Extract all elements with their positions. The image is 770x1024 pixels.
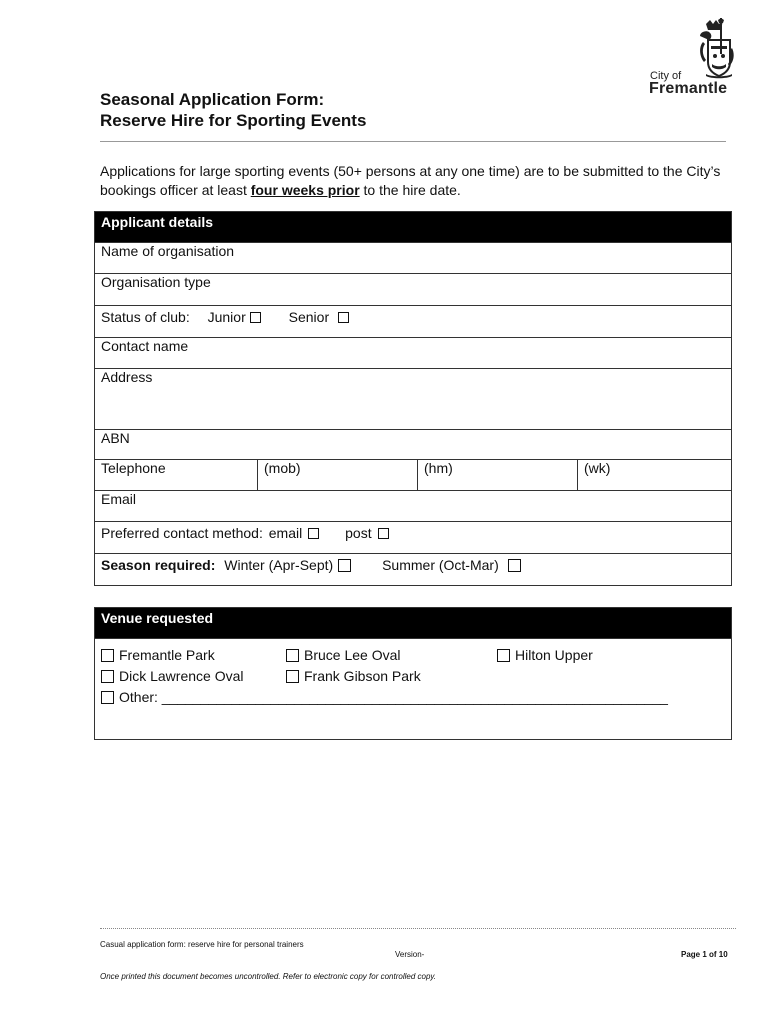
junior-label: Junior <box>207 309 246 325</box>
venue-frank-gibson-park[interactable] <box>286 666 421 687</box>
mob-label: (mob) <box>264 460 301 476</box>
telephone-mob-field[interactable] <box>258 460 418 491</box>
frank-gibson-park-checkbox[interactable] <box>286 670 299 683</box>
address-field[interactable] <box>95 369 732 430</box>
intro-text-before: Applications for large sporting events (50+ persons at any one time) are to be submitted to the City’s bookings officer at least <box>100 163 721 198</box>
venue-options-cell <box>95 639 732 740</box>
status-of-club-row <box>95 306 732 338</box>
title-divider <box>100 141 726 142</box>
pref-email-label: email <box>268 525 303 541</box>
pref-post-label: post <box>345 525 372 541</box>
summer-checkbox[interactable] <box>508 559 521 572</box>
intro-text-after: to the hire date. <box>359 182 461 198</box>
email-field[interactable] <box>95 491 732 522</box>
telephone-label-cell <box>95 460 258 491</box>
name-of-organisation-field[interactable] <box>95 243 732 274</box>
footer-notice: Once printed this document becomes uncontrolled. Refer to electronic copy for controlled copy. <box>100 972 437 981</box>
footer-page-number: Page 1 of 10 <box>681 950 728 959</box>
venue-other[interactable] <box>101 687 668 708</box>
winter-label: Winter (Apr-Sept) <box>224 557 334 573</box>
season-required-label: Season required: <box>101 557 216 573</box>
footer-doc-name: Casual application form: reserve hire for personal trainers <box>100 940 304 949</box>
frank-gibson-park-label: Frank Gibson Park <box>304 668 421 684</box>
footer-version: Version- <box>395 950 425 959</box>
name-of-organisation-label: Name of organisation <box>101 243 235 259</box>
preferred-contact-row <box>95 522 732 554</box>
status-of-club-label: Status of club: <box>101 309 190 325</box>
summer-label: Summer (Oct-Mar) <box>382 557 499 573</box>
contact-name-field[interactable] <box>95 338 732 369</box>
other-checkbox[interactable] <box>101 691 114 704</box>
dick-lawrence-oval-label: Dick Lawrence Oval <box>119 668 244 684</box>
applicant-details-table <box>94 211 732 586</box>
dick-lawrence-oval-checkbox[interactable] <box>101 670 114 683</box>
title-line-2: Reserve Hire for Sporting Events <box>100 111 367 130</box>
senior-checkbox[interactable] <box>338 312 349 323</box>
telephone-wk-field[interactable] <box>578 460 732 491</box>
winter-checkbox[interactable] <box>338 559 351 572</box>
organisation-type-label: Organisation type <box>101 274 211 290</box>
venue-fremantle-park[interactable] <box>101 645 215 666</box>
address-label: Address <box>101 369 153 385</box>
abn-label: ABN <box>101 430 130 446</box>
bruce-lee-oval-checkbox[interactable] <box>286 649 299 662</box>
preferred-contact-label: Preferred contact method: <box>101 525 263 541</box>
venue-requested-header: Venue requested <box>95 608 732 639</box>
hilton-upper-checkbox[interactable] <box>497 649 510 662</box>
season-required-row <box>95 554 732 586</box>
title-line-1: Seasonal Application Form: <box>100 90 325 109</box>
applicant-details-header: Applicant details <box>95 212 732 243</box>
footer-divider <box>100 928 736 929</box>
venue-bruce-lee-oval[interactable] <box>286 645 401 666</box>
logo-name-text: Fremantle <box>649 80 728 97</box>
hm-label: (hm) <box>424 460 453 476</box>
abn-field[interactable] <box>95 430 732 460</box>
junior-checkbox[interactable] <box>250 312 261 323</box>
pref-email-checkbox[interactable] <box>308 528 319 539</box>
bruce-lee-oval-label: Bruce Lee Oval <box>304 647 401 663</box>
pref-post-checkbox[interactable] <box>378 528 389 539</box>
fremantle-park-label: Fremantle Park <box>119 647 215 663</box>
wk-label: (wk) <box>584 460 611 476</box>
venue-dick-lawrence-oval[interactable] <box>101 666 244 687</box>
senior-label: Senior <box>288 309 330 325</box>
logo-city-text: City of <box>650 70 682 82</box>
venue-requested-table <box>94 607 732 740</box>
hilton-upper-label: Hilton Upper <box>515 647 593 663</box>
other-label: Other: _________________________________________________________________ <box>119 689 668 705</box>
form-title <box>100 89 366 131</box>
fremantle-park-checkbox[interactable] <box>101 649 114 662</box>
telephone-label: Telephone <box>101 460 166 476</box>
telephone-hm-field[interactable] <box>418 460 578 491</box>
venue-hilton-upper[interactable] <box>497 645 593 666</box>
intro-emphasis: four weeks prior <box>250 182 360 198</box>
organisation-type-field[interactable] <box>95 274 732 306</box>
intro-paragraph <box>100 162 730 200</box>
email-label: Email <box>101 491 137 507</box>
contact-name-label: Contact name <box>101 338 189 354</box>
